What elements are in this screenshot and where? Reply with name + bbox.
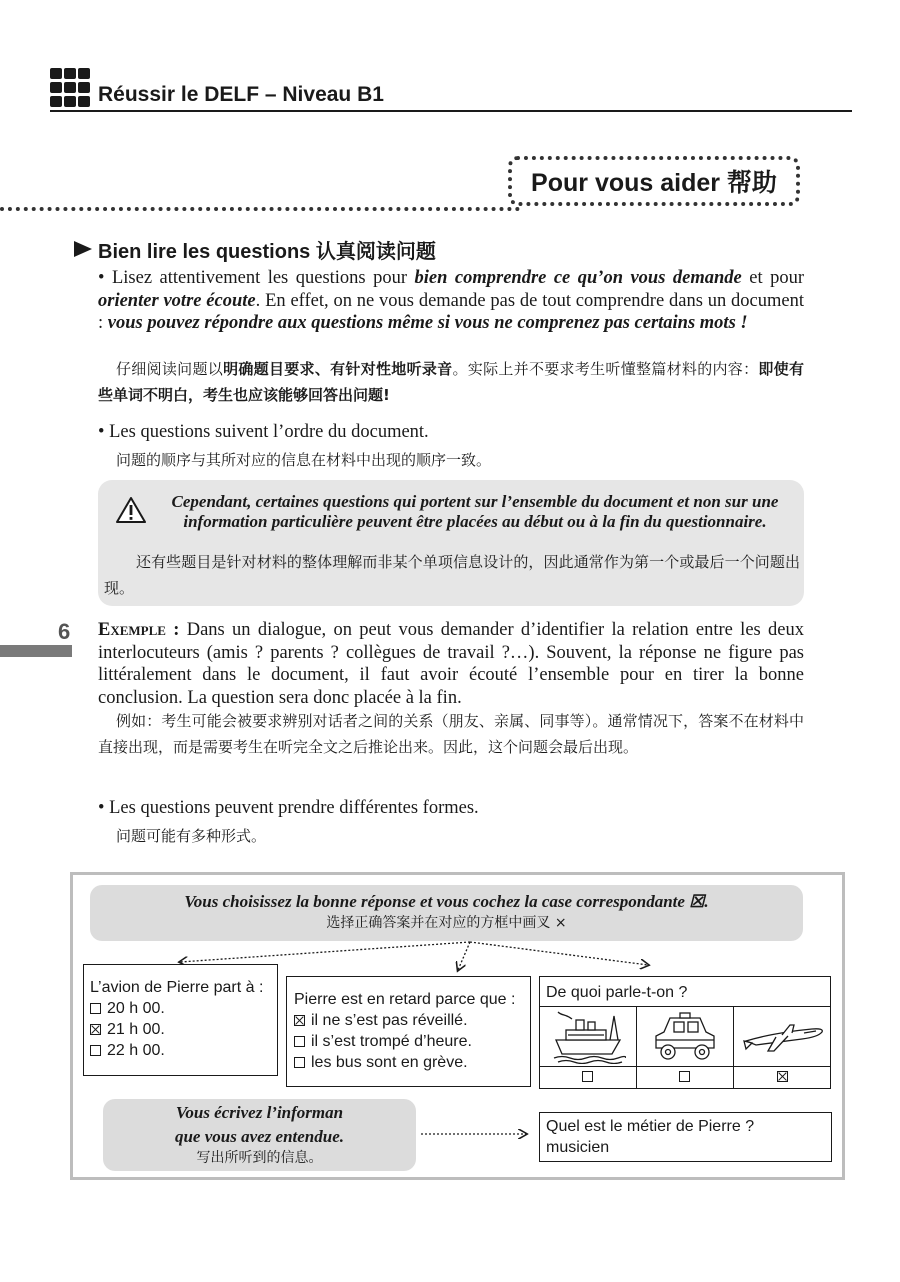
text-run: Lisez attentivement les questions pour [104, 268, 415, 288]
q1-title: L’avion de Pierre part à : [90, 979, 264, 996]
question-box-q3 [539, 976, 831, 1089]
question-box-q4 [539, 1112, 832, 1162]
example-label: Exemple : [98, 620, 180, 640]
question-box-q2 [286, 976, 531, 1087]
text-run: Les questions suivent l’ordre du document. [109, 422, 429, 442]
text-run: . En effet, on ne vous demande pas de tout comprendre dans un document : [98, 290, 804, 333]
q3-title: De quoi parle-t-on ? [546, 984, 688, 1001]
paragraph-example-zh: 例如：考生可能会被要求辨别对话者之间的关系（朋友、亲属、同事等）。通常情况下，答案不在材料中直接出现，而是需要考生在听完全文之后推论出来。因此，这个问题会最后出现。 [98, 712, 804, 756]
option-row[interactable] [90, 998, 277, 1019]
option-label: les bus sont en grève. [311, 1054, 468, 1071]
option-label: 22 h 00. [107, 1042, 165, 1059]
ship-icon [552, 1010, 626, 1064]
option-row[interactable] [294, 1031, 530, 1052]
arrow-to-q2 [458, 942, 470, 970]
checked-checkbox-icon[interactable] [90, 1024, 101, 1035]
bullet: • [98, 422, 105, 442]
option-label: il ne s’est pas réveillé. [311, 1012, 468, 1029]
checkbox-icon[interactable] [90, 1003, 101, 1014]
zh-emphasis: 即使有些单词不明白，考生也应该能够回答出问题! [98, 360, 804, 404]
emphasis: bien comprendre ce qu’on vous demande [414, 268, 742, 288]
warning-text-zh: 还有些题目是针对材料的整体理解而非某个单项信息设计的，因此通常作为第一个或最后一个问题出现。 [104, 553, 800, 597]
q4-answer[interactable]: musicien [546, 1139, 610, 1156]
text-run: et pour [741, 268, 805, 288]
q2-title: Pierre est en retard parce que : [294, 991, 516, 1008]
book-title: Réussir le DELF – Niveau B1 [98, 83, 384, 106]
bullet: • [98, 268, 105, 288]
option-row[interactable] [90, 1019, 277, 1040]
text-run: Les questions peuvent prendre différentes formes. [109, 798, 479, 818]
bottom-instruction-line-2: que vous avez entendue. [174, 1127, 345, 1146]
checkbox-icon[interactable] [294, 1057, 305, 1068]
warning-text: Cependant, certaines questions qui portent sur l’ensemble du document et non sur une information particulière peuvent être placées au début ou à la fin du questionnaire. [171, 492, 779, 531]
emphasis: orienter votre écoute [98, 290, 256, 311]
option-row[interactable] [90, 1040, 277, 1061]
side-tab-number: 6 [58, 619, 71, 644]
option-label: 21 h 00. [107, 1021, 165, 1038]
section-heading: Bien lire les questions 认真阅读问题 [98, 241, 436, 263]
option-row[interactable] [294, 1010, 530, 1031]
zh-run: 。实际上并不要求考生听懂整篇材料的内容： [452, 360, 759, 378]
plane-icon [742, 1013, 826, 1061]
bullet: • [98, 798, 105, 818]
arrow-to-q3 [470, 942, 648, 965]
paragraph-forms-zh: 问题可能有多种形式。 [116, 827, 267, 845]
q4-question: Quel est le métier de Pierre ? [546, 1118, 755, 1135]
bottom-instruction-line-1: Vous écrivez l’informan [175, 1103, 344, 1122]
zh-run: 仔细阅读问题以 [116, 360, 224, 378]
checkbox-icon[interactable] [679, 1071, 690, 1082]
zh-emphasis: 明确题目要求、有针对性地听录音 [223, 360, 453, 378]
checked-checkbox-icon[interactable] [294, 1015, 305, 1026]
paragraph-order-zh: 问题的顺序与其所对应的信息在材料中出现的顺序一致。 [116, 451, 492, 469]
emphasis: vous pouvez répondre aux questions même si vous ne comprenez pas certains mots ! [107, 313, 748, 333]
checkbox-icon[interactable] [294, 1036, 305, 1047]
car-icon [648, 1010, 722, 1064]
checkbox-icon[interactable] [90, 1045, 101, 1056]
bottom-instruction [103, 1099, 416, 1171]
option-row[interactable] [294, 1052, 530, 1073]
arrow-to-q1 [180, 942, 470, 962]
section-banner: Pour vous aider 帮助 [508, 156, 800, 206]
checkbox-icon[interactable] [582, 1071, 593, 1082]
question-box-q1 [83, 964, 278, 1076]
option-label: il s’est trompé d’heure. [311, 1033, 472, 1050]
option-label: 20 h 00. [107, 1000, 165, 1017]
bottom-instruction-zh: 写出所听到的信息。 [196, 1150, 323, 1166]
checked-checkbox-icon[interactable] [777, 1071, 788, 1082]
top-instruction-zh: 选择正确答案并在对应的方框中画叉 × [326, 915, 567, 931]
top-instruction-text: Vous choisissez la bonne réponse et vous cochez la case correspondante ☒. [184, 892, 709, 911]
text-run: Dans un dialogue, on peut vous demander d’identifier la relation entre les deux interlocuteurs (amis ? parents ? collègues de travail ?…). Souvent, la réponse ne figure pas littéralement dans le document, il faut avoir écouté l’ensemble pour en tirer la bonne conclusion. La question sera donc placée à la fin. [98, 620, 804, 708]
